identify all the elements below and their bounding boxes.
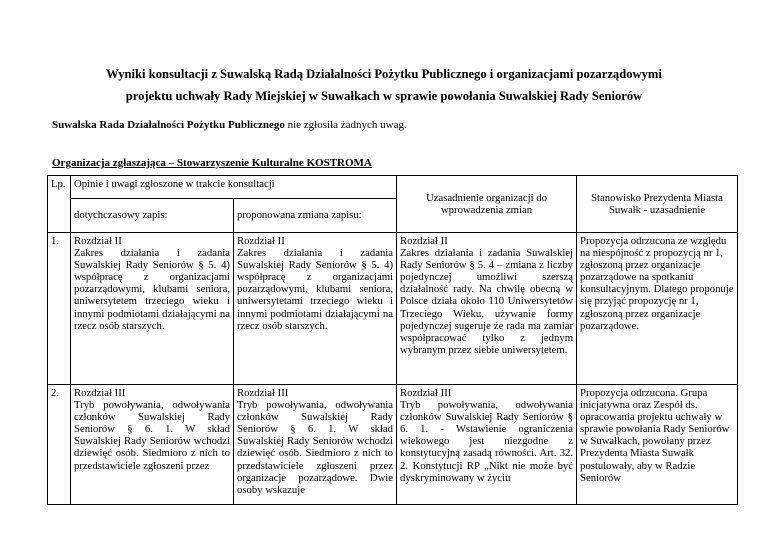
proposed-heading: Rozdział II bbox=[237, 235, 285, 247]
header-opinions: Opinie i uwagi zgłoszone w trakcie konsultacji bbox=[71, 176, 397, 199]
current-heading: Rozdział II bbox=[74, 235, 122, 247]
proposed-heading: Rozdział III bbox=[237, 387, 289, 399]
justification-cell bbox=[397, 385, 577, 505]
current-heading: Rozdział III bbox=[74, 387, 126, 399]
proposed-text-cell bbox=[234, 233, 397, 385]
council-statement-text: nie zgłosiła żadnych uwag. bbox=[284, 119, 407, 131]
current-text-cell bbox=[71, 233, 234, 385]
justification-body: Tryb powoływania, odwoływania członków Suwalskiej Rady Seniorów § 6. 1. - Wstawienie ograniczenia wiekowego jest niezgodne z konstytucyjną zasadą równości. Art. 32. 2. Konstytucji RP „Nikt nie może być dyskryminowany w życiu bbox=[400, 399, 574, 484]
consultation-table bbox=[47, 175, 738, 505]
justification-heading: Rozdział III bbox=[400, 387, 452, 399]
mayor-position-cell: Propozycja odrzucona ze względu na niespójność z propozycją nr 1, zgłoszoną przez organizacje pozarządowe na spotkaniu konsultacyjnym. Dlatego proponuje się przyjąć propozycję nr 1, zgłoszoną przez organizacje pozarządowe. bbox=[577, 233, 738, 385]
council-statement bbox=[52, 119, 407, 132]
proposed-body: Zakres działania i zadania Suwalskiej Rady Seniorów § 5. 4) współpracę z organizacjami pozarządowymi, klubami seniora, uniwersytetami trzeciego wieku i innymi podmiotami działającymi na rzecz osób starszych. bbox=[237, 247, 394, 332]
header-mayor-position: Stanowisko Prezydenta Miasta Suwałk - uzasadnienie bbox=[577, 176, 738, 233]
header-proposed-text: proponowana zmiana zapisu: bbox=[234, 199, 397, 233]
submitting-organization: Organizacja zgłaszająca – Stowarzyszenie Kulturalne KOSTROMA bbox=[52, 157, 372, 169]
justification-heading: Rozdział II bbox=[400, 235, 448, 247]
row-number: 1. bbox=[48, 233, 71, 385]
row-number: 2. bbox=[48, 385, 71, 505]
proposed-body: Tryb powoływania, odwoływania członków Suwalskiej Rady Seniorów § 6. 1. W skład Suwalskiej Rady Seniorów wchodzi dziewięć osób. Siedmioro z nich to przedstawiciele zgłoszeni przez organizacje pozarządowe. Dwie osoby wskazuje bbox=[237, 399, 394, 496]
justification-cell bbox=[397, 233, 577, 385]
proposed-text-cell bbox=[234, 385, 397, 505]
justification-body: Zakres działania i zadania Suwalskiej Rady Seniorów § 5. 4 – zmiana z liczby pojedynczej umożliwi szerszą działalność rady. Na chwilę obecną w Polsce działa około 110 Uniwersytetów Trzeciego Wieku, używanie formy pojedynczej sugeruje że rada ma zamiar współpracować tylko z jednym wybranym przez siebie uniwersytetem. bbox=[400, 247, 574, 356]
document-title-line-2: projektu uchwały Rady Miejskiej w Suwałkach w sprawie powołania Suwalskiej Rady Seniorów bbox=[125, 89, 643, 103]
table-row bbox=[48, 233, 738, 385]
current-body: Zakres działania i zadania Suwalskiej Rady Seniorów § 5. 4) współpracę z organizacjami pozarządowymi, klubami seniora, uniwersytetem trzeciego wieku i innymi podmiotami działającymi na rzecz osób starszych. bbox=[74, 247, 230, 332]
council-name: Suwalska Rada Działalności Pożytku Publicznego bbox=[52, 119, 285, 131]
document-title-line-1: Wyniki konsultacji z Suwalską Radą Działalności Pożytku Publicznego i organizacjami pozarządowymi bbox=[106, 67, 662, 81]
current-text-cell bbox=[71, 385, 234, 505]
table-row bbox=[48, 385, 738, 505]
current-body: Tryb powoływania, odwoływania członków Suwalskiej Rady Seniorów § 6. 1. W skład Suwalskiej Rady Seniorów wchodzi dziewięć osób. Siedmioro z nich to przedstawiciele zgłoszeni przez bbox=[74, 399, 230, 472]
mayor-position-cell: Propozycja odrzucona. Grupa inicjatywna oraz Zespół ds. opracowania projektu uchwały w sprawie powołania Rady Seniorów w Suwałkach, powołany przez Prezydenta Miasta Suwałk postulowały, aby w Radzie Seniorów bbox=[577, 385, 738, 505]
header-justification: Uzasadnienie organizacji do wprowadzenia zmian bbox=[397, 176, 577, 233]
header-lp: Lp. bbox=[48, 176, 71, 233]
header-current-text: dotychczasowy zapis: bbox=[71, 199, 234, 233]
